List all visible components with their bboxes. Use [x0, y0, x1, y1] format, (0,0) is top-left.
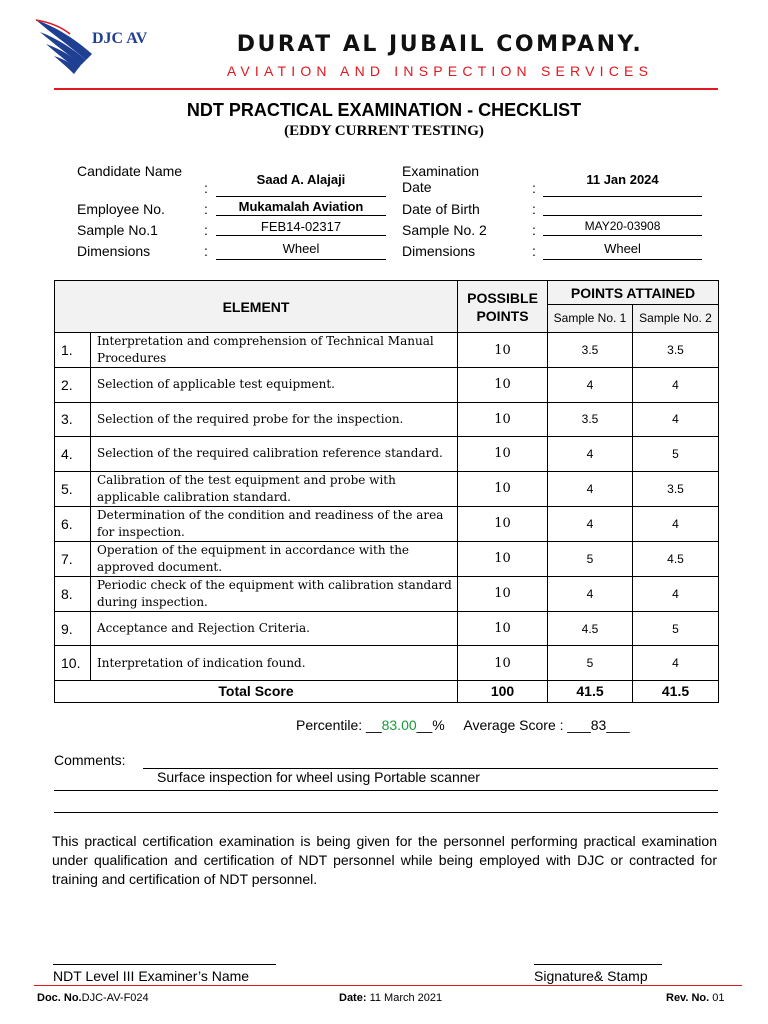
- percentile-suffix: __%: [416, 717, 445, 733]
- total-sample2: 41.5: [633, 680, 719, 702]
- row-number: 3.: [55, 402, 91, 437]
- row-sample1-points: 5: [548, 646, 633, 681]
- row-sample2-points: 3.5: [633, 333, 719, 368]
- sample1-label: Sample No.1: [77, 222, 158, 238]
- row-possible-points: 10: [458, 333, 548, 368]
- average-suffix: ___: [606, 717, 630, 733]
- employee-no-value: Mukamalah Aviation: [216, 199, 386, 216]
- row-element: Interpretation and comprehension of Technical Manual Procedures: [91, 333, 458, 368]
- row-possible-points: 10: [458, 646, 548, 681]
- doc-number-value: DJC-AV-F024: [81, 992, 149, 1004]
- row-element: Operation of the equipment in accordance with the approved document.: [91, 541, 458, 576]
- company-name: DURAT AL JUBAIL COMPANY.: [236, 32, 644, 57]
- row-sample1-points: 4: [548, 368, 633, 403]
- checklist-table: [54, 280, 719, 703]
- row-possible-points: 10: [458, 576, 548, 611]
- footer-divider: [34, 985, 742, 986]
- dimensions2-value: Wheel: [543, 241, 702, 260]
- row-element: Calibration of the test equipment and probe with applicable calibration standard.: [91, 471, 458, 506]
- doc-number-label: Doc. No.: [37, 992, 82, 1004]
- percentile-value: 83.00: [381, 717, 417, 733]
- colon: :: [532, 201, 536, 217]
- sample2-header: Sample No. 2: [633, 305, 719, 333]
- row-sample1-points: 3.5: [548, 402, 633, 437]
- colon: :: [204, 243, 208, 259]
- dimensions1-value: Wheel: [216, 241, 386, 260]
- signature-stamp-label: Signature& Stamp: [534, 968, 648, 984]
- examiner-name-label: NDT Level III Examiner’s Name: [53, 968, 250, 984]
- examiner-signature-line: [53, 964, 276, 965]
- table-row: [55, 576, 719, 611]
- row-possible-points: 10: [458, 368, 548, 403]
- document-subtitle: (EDDY CURRENT TESTING): [284, 123, 484, 139]
- row-sample2-points: 4.5: [633, 541, 719, 576]
- row-element: Selection of the required calibration reference standard.: [91, 437, 458, 472]
- total-score-label: Total Score: [55, 680, 458, 702]
- colon: :: [204, 180, 208, 196]
- row-sample2-points: 5: [633, 611, 719, 646]
- row-possible-points: 10: [458, 402, 548, 437]
- revision-value: 01: [712, 992, 725, 1004]
- row-sample1-points: 4: [548, 506, 633, 541]
- row-element: Selection of the required probe for the inspection.: [91, 402, 458, 437]
- sample2-value: MAY20-03908: [543, 219, 702, 236]
- dob-label: Date of Birth: [402, 201, 480, 217]
- document-title: NDT PRACTICAL EXAMINATION - CHECKLIST: [186, 100, 582, 120]
- sample1-value: FEB14-02317: [216, 219, 386, 236]
- row-element: Interpretation of indication found.: [91, 646, 458, 681]
- employee-no-label: Employee No.: [77, 201, 165, 217]
- row-number: 5.: [55, 471, 91, 506]
- row-possible-points: 10: [458, 506, 548, 541]
- header-divider: [54, 88, 718, 90]
- candidate-name-label: Candidate Name: [77, 163, 183, 179]
- row-possible-points: 10: [458, 437, 548, 472]
- row-sample1-points: 4.5: [548, 611, 633, 646]
- points-attained-header: POINTS ATTAINED: [548, 281, 719, 305]
- row-number: 9.: [55, 611, 91, 646]
- comments-label: Comments:: [54, 752, 126, 768]
- average-label: Average Score : ___: [463, 717, 591, 733]
- table-row: [55, 506, 719, 541]
- table-row: [55, 541, 719, 576]
- colon: :: [532, 243, 536, 259]
- sample1-header: Sample No. 1: [548, 305, 633, 333]
- row-number: 1.: [55, 333, 91, 368]
- doc-date: [339, 992, 442, 1004]
- doc-date-value: 11 March 2021: [369, 992, 443, 1004]
- row-element: Periodic check of the equipment with calibration standard during inspection.: [91, 576, 458, 611]
- doc-number: [37, 992, 149, 1004]
- row-number: 10.: [55, 646, 91, 681]
- row-sample1-points: 3.5: [548, 333, 633, 368]
- company-logo: [34, 16, 154, 78]
- row-number: 8.: [55, 576, 91, 611]
- average-value: 83: [590, 717, 607, 733]
- row-number: 7.: [55, 541, 91, 576]
- revision: [666, 992, 725, 1004]
- sample2-label: Sample No. 2: [402, 222, 487, 238]
- table-row: [55, 402, 719, 437]
- percentile-label: Percentile: __: [296, 717, 382, 733]
- exam-date-value: 11 Jan 2024: [543, 172, 702, 197]
- comments-text: Surface inspection for wheel using Portable scanner: [157, 769, 480, 785]
- possible-points-header: POSSIBLE POINTS: [458, 281, 548, 333]
- revision-label: Rev. No.: [666, 992, 710, 1004]
- signature-stamp-line: [534, 964, 662, 965]
- row-number: 2.: [55, 368, 91, 403]
- colon: :: [204, 222, 208, 238]
- row-sample2-points: 4: [633, 402, 719, 437]
- colon: :: [532, 222, 536, 238]
- row-sample1-points: 5: [548, 541, 633, 576]
- row-sample2-points: 4: [633, 576, 719, 611]
- table-row: [55, 611, 719, 646]
- table-row: [55, 646, 719, 681]
- colon: :: [532, 180, 536, 196]
- table-row: [55, 437, 719, 472]
- row-number: 4.: [55, 437, 91, 472]
- row-sample2-points: 4: [633, 646, 719, 681]
- row-possible-points: 10: [458, 471, 548, 506]
- comment-line: [54, 812, 718, 813]
- row-sample2-points: 4: [633, 506, 719, 541]
- doc-date-label: Date:: [339, 992, 367, 1004]
- table-row: [55, 368, 719, 403]
- company-tagline: AVIATION AND INSPECTION SERVICES: [226, 63, 654, 79]
- total-sample1: 41.5: [548, 680, 633, 702]
- dob-value: [543, 199, 702, 216]
- row-element: Selection of applicable test equipment.: [91, 368, 458, 403]
- row-sample1-points: 4: [548, 471, 633, 506]
- comment-line: [54, 790, 718, 791]
- row-element: Acceptance and Rejection Criteria.: [91, 611, 458, 646]
- row-possible-points: 10: [458, 611, 548, 646]
- row-sample1-points: 4: [548, 437, 633, 472]
- certification-statement: This practical certification examination is being given for the personnel performing practical examination under qualification and certification of NDT personnel while being employed with DJC or contracted for training and certification of NDT personnel.: [52, 833, 717, 887]
- row-sample1-points: 4: [548, 576, 633, 611]
- element-header: ELEMENT: [55, 281, 458, 333]
- score-line: [296, 717, 630, 733]
- total-possible: 100: [458, 680, 548, 702]
- row-sample2-points: 5: [633, 437, 719, 472]
- row-possible-points: 10: [458, 541, 548, 576]
- table-row: [55, 471, 719, 506]
- exam-date-label: Examination Date: [402, 163, 480, 195]
- logo-text: DJC AV: [92, 30, 148, 47]
- table-row: [55, 333, 719, 368]
- candidate-name-value: Saad A. Alajaji: [216, 172, 386, 197]
- colon: :: [204, 201, 208, 217]
- dimensions1-label: Dimensions: [77, 243, 151, 259]
- row-number: 6.: [55, 506, 91, 541]
- row-sample2-points: 4: [633, 368, 719, 403]
- dimensions2-label: Dimensions: [402, 243, 476, 259]
- row-element: Determination of the condition and readiness of the area for inspection.: [91, 506, 458, 541]
- row-sample2-points: 3.5: [633, 471, 719, 506]
